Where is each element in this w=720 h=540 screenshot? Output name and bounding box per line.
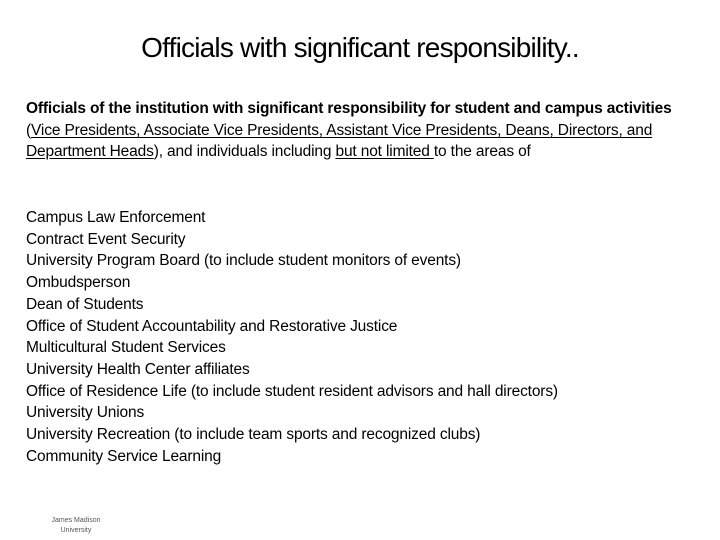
area-item: University Unions (26, 404, 145, 422)
area-item: Office of Student Accountability and Restorative Justice (26, 317, 398, 335)
intro-but-not-limited: but not limited (335, 143, 434, 160)
intro-mid-text: ), and individuals including (153, 143, 336, 160)
area-item: Ombudsperson (26, 274, 131, 292)
intro-end-text: to the areas of (433, 143, 531, 160)
intro-paragraph (26, 98, 686, 163)
area-item: Office of Residence Life (to include student resident advisors and hall directors) (26, 382, 558, 400)
area-item: Multicultural Student Services (26, 339, 226, 357)
logo-line-2: University (60, 527, 92, 534)
intro-bold-text: Officials of the institution with significant responsibility for student and campus activities (26, 100, 672, 117)
area-item: Community Service Learning (26, 447, 222, 465)
area-item: University Program Board (to include student monitors of events) (26, 252, 461, 270)
university-logo (40, 516, 112, 536)
areas-list (26, 207, 706, 467)
intro-roles-underlined: Vice Presidents, Associate Vice Presidents, Assistant Vice Presidents, Deans, Directors, and Department Heads (26, 121, 653, 160)
area-item: Dean of Students (26, 295, 144, 313)
logo-line-1: James Madison (51, 517, 101, 524)
slide-title: Officials with significant responsibility.. (141, 32, 579, 63)
area-item: University Health Center affiliates (26, 360, 250, 378)
area-item: Contract Event Security (26, 230, 186, 248)
area-item: Campus Law Enforcement (26, 209, 206, 226)
intro-open-paren: ( (26, 121, 32, 139)
area-item: University Recreation (to include team sports and recognized clubs) (26, 426, 481, 444)
